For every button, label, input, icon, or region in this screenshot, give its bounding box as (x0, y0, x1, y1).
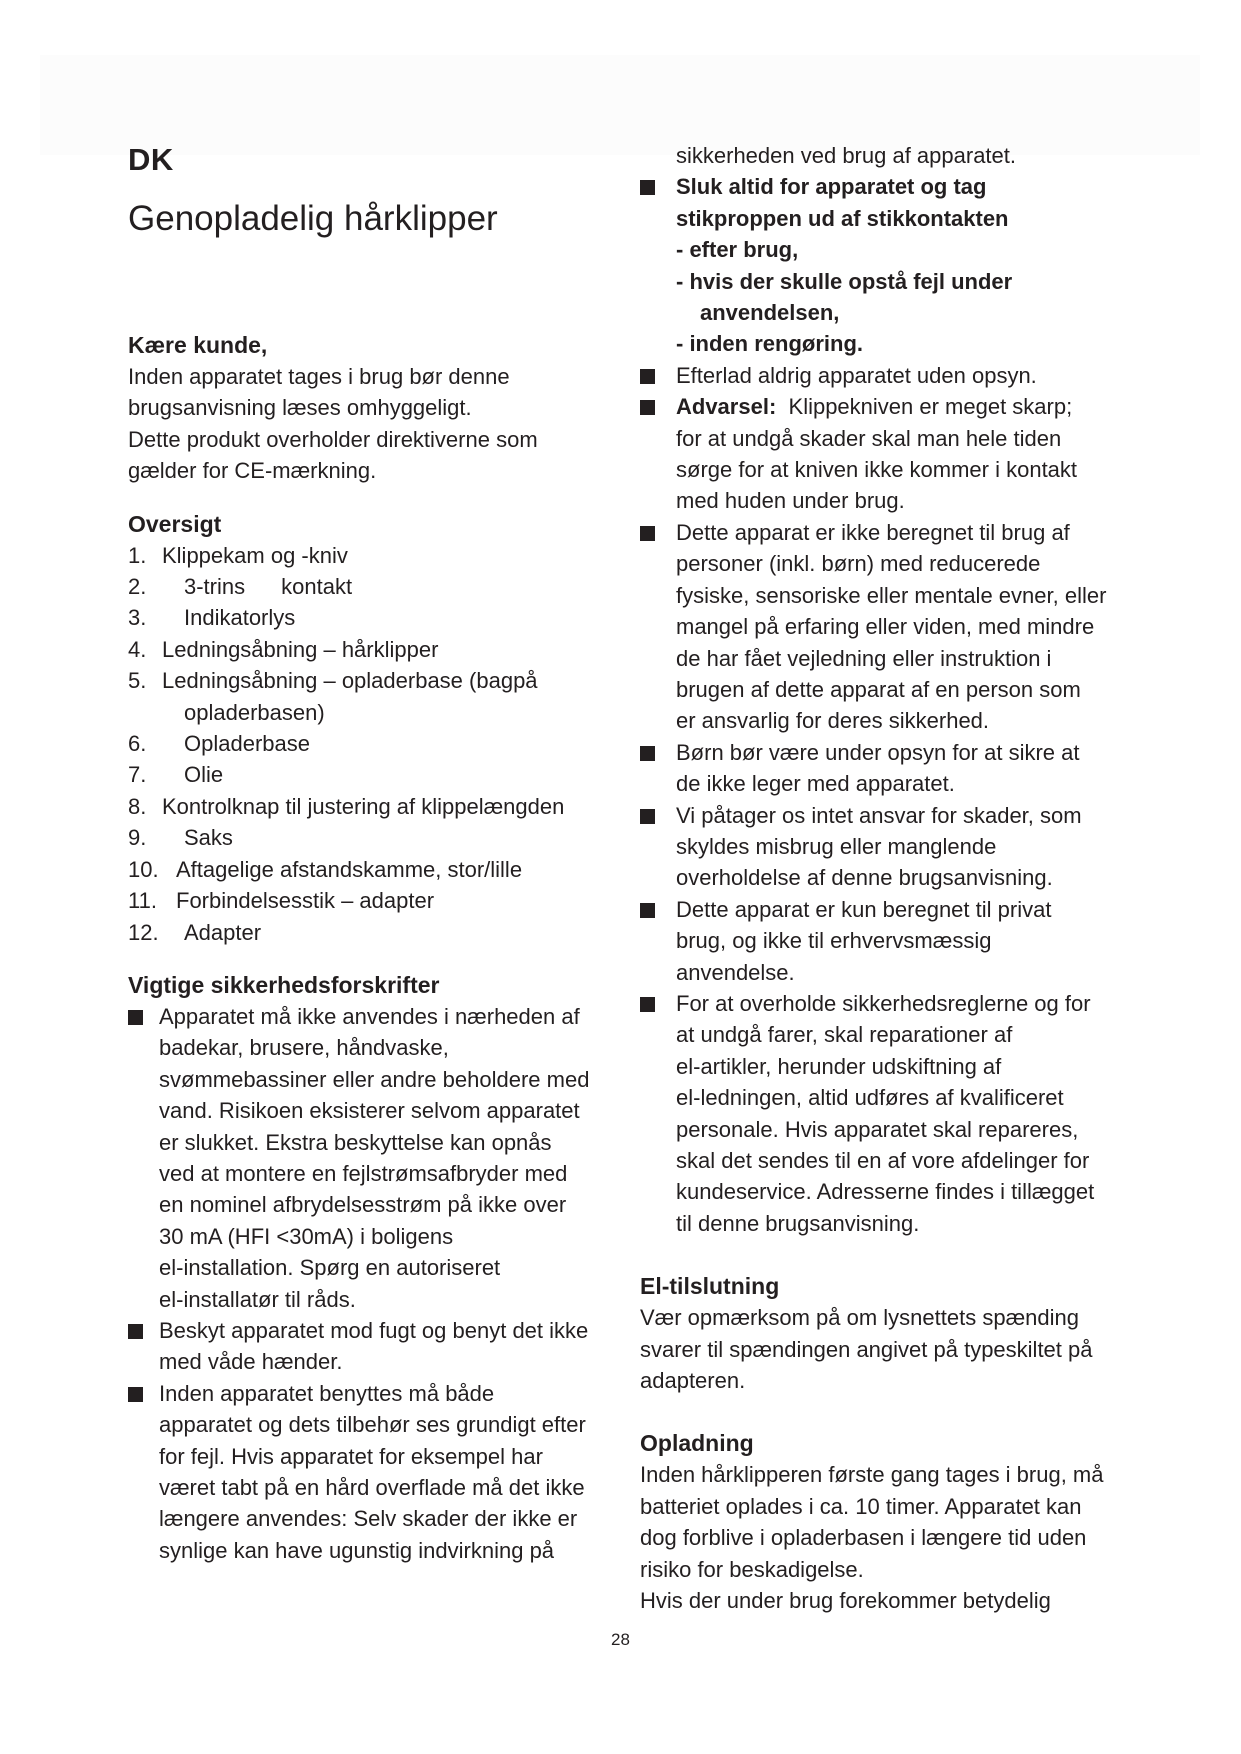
item-text: Adapter (184, 919, 262, 945)
dash-line: - inden rengøring. (676, 331, 863, 357)
bullet-line: overholdelse af denne brugsanvisning. (676, 865, 1053, 891)
list-item (640, 988, 1130, 1239)
bullet-line: Sluk altid for apparatet og tag (676, 174, 987, 200)
item-text-part: kontakt (281, 574, 353, 600)
bullet-line: Børn bør være under opsyn for at sikre at (676, 739, 1080, 765)
list-item (128, 885, 608, 916)
list-item (128, 854, 608, 885)
bullet-line: er slukket. Ekstra beskyttelse kan opnås (159, 1129, 552, 1155)
list-item (128, 759, 608, 790)
bullet-line: med huden under brug. (676, 488, 905, 514)
safety-heading: Vigtige sikkerhedsforskrifter (128, 971, 440, 998)
list-item (640, 800, 1130, 894)
bullet-square-icon (640, 746, 655, 761)
bullet-line: stikproppen ud af stikkontakten (676, 205, 1009, 231)
item-text: Olie (184, 762, 224, 788)
bullet-line: el-artikler, herunder udskiftning af (676, 1053, 1002, 1079)
bullet-square-icon (128, 1387, 143, 1402)
text-line: Inden hårklipperen første gang tages i brug, må (640, 1462, 1104, 1488)
bullet-square-icon (640, 997, 655, 1012)
list-item (640, 894, 1130, 988)
text-line: Hvis der under brug forekommer betydelig (640, 1588, 1051, 1614)
bullet-line: kundeservice. Adresserne findes i tillægget (676, 1179, 1095, 1205)
safety-list-right (640, 140, 1130, 1239)
item-text (162, 571, 352, 602)
bullet-line: Dette apparat er kun beregnet til privat (676, 896, 1052, 922)
list-item (128, 1378, 608, 1566)
item-text: Opladerbase (184, 731, 310, 757)
overview-list (128, 540, 608, 948)
safety-list-left (128, 1001, 608, 1566)
dash-line: - hvis der skulle opstå fejl under (676, 268, 1013, 294)
electrical-heading: El-tilslutning (640, 1273, 780, 1300)
bullet-line: el-installatør til råds. (159, 1286, 356, 1312)
list-item (128, 634, 608, 665)
bullet-line: længere anvendes: Selv skader der ikke er (159, 1506, 578, 1532)
text-line: batteriet oplades i ca. 10 timer. Apparatet kan (640, 1493, 1082, 1519)
bullet-line: synlige kan have ugunstig indvirkning på (159, 1537, 555, 1563)
list-item (128, 665, 608, 696)
text-line: svarer til spændingen angivet på typeskiltet på (640, 1336, 1093, 1362)
item-text: Klippekam og -kniv (162, 542, 348, 568)
item-number: 1. (128, 542, 147, 568)
item-number: 4. (128, 636, 147, 662)
list-item (128, 571, 608, 602)
list-item (128, 1001, 608, 1315)
electrical-text (640, 1302, 1130, 1396)
bullet-line (676, 391, 1130, 422)
bullet-line: de ikke leger med apparatet. (676, 771, 955, 797)
item-number: 12. (128, 919, 159, 945)
bullet-line: anvendelse. (676, 959, 795, 985)
bullet-line: fysiske, sensoriske eller mentale evner, eller (676, 582, 1107, 608)
bullet-line: Beskyt apparatet mod fugt og benyt det ikke (159, 1317, 589, 1343)
bullet-line: at undgå farer, skal reparationer af (676, 1022, 1013, 1048)
bullet-square-icon (640, 369, 655, 384)
right-column (640, 140, 1130, 1616)
bullet-line: for at undgå skader skal man hele tiden (676, 425, 1062, 451)
dash-line: anvendelsen, (700, 300, 840, 326)
left-column (128, 140, 608, 1566)
bullet-line: Inden apparatet benyttes må både (159, 1380, 495, 1406)
item-number: 2. (128, 574, 147, 600)
item-continuation: opladerbasen) (184, 699, 325, 725)
list-item (128, 822, 608, 853)
bullet-line: til denne brugsanvisning. (676, 1210, 920, 1236)
bullet-line: med våde hænder. (159, 1349, 343, 1375)
charging-text (640, 1459, 1130, 1616)
greeting-heading: Kære kunde, (128, 332, 268, 358)
greeting-line: brugsanvisning læses omhyggeligt. (128, 395, 472, 421)
bullet-line: sørge for at kniven ikke kommer i kontakt (676, 457, 1078, 483)
item-number: 8. (128, 793, 147, 819)
bullet-line: for fejl. Hvis apparatet for eksempel har (159, 1443, 543, 1469)
text-line: dog forblive i opladerbasen i længere tid uden (640, 1525, 1087, 1551)
bullet-line: Apparatet må ikke anvendes i nærheden af (159, 1003, 580, 1029)
list-item (128, 728, 608, 759)
greeting-text (128, 361, 608, 487)
bullet-line: badekar, brusere, håndvaske, (159, 1035, 449, 1061)
list-item-continued (640, 140, 1130, 171)
item-number: 10. (128, 856, 159, 882)
warning-label: Advarsel: (676, 394, 777, 420)
text-line: adapteren. (640, 1368, 746, 1394)
item-number: 3. (128, 605, 147, 631)
item-number: 9. (128, 825, 147, 851)
bullet-line: sikkerheden ved brug af apparatet. (676, 143, 1017, 168)
bullet-line: el-ledningen, altid udføres af kvalificeret (676, 1085, 1064, 1111)
bullet-line: Dette apparat er ikke beregnet til brug af (676, 519, 1070, 545)
bullet-square-icon (128, 1010, 143, 1025)
bullet-line: el-installation. Spørg en autoriseret (159, 1255, 501, 1281)
bullet-line: brug, og ikke til erhvervsmæssig (676, 928, 992, 954)
bullet-line: skal det sendes til en af vore afdelinger for (676, 1148, 1090, 1173)
text-line: Vær opmærksom på om lysnettets spænding (640, 1305, 1079, 1331)
bullet-line: ved at montere en fejlstrømsafbryder med (159, 1160, 568, 1186)
bullet-square-icon (640, 526, 655, 541)
text-line: risiko for beskadigelse. (640, 1556, 864, 1582)
language-code: DK (128, 142, 174, 177)
greeting-line: Inden apparatet tages i brug bør denne (128, 364, 510, 389)
page-number: 28 (611, 1630, 630, 1649)
item-text: Forbindelsesstik – adapter (176, 888, 435, 914)
bullet-line: en nominel afbrydelsesstrøm på ikke over (159, 1192, 567, 1218)
bullet-line: mangel på erfaring eller viden, med mindre (676, 614, 1095, 640)
list-item (128, 540, 608, 571)
list-item (128, 791, 608, 822)
bullet-square-icon (640, 809, 655, 824)
list-item (128, 917, 608, 948)
bullet-line: personale. Hvis apparatet skal repareres, (676, 1116, 1079, 1142)
bullet-square-icon (640, 180, 655, 195)
greeting-line: gælder for CE-mærkning. (128, 458, 377, 484)
bullet-line: skyldes misbrug eller manglende (676, 833, 997, 859)
overview-heading: Oversigt (128, 510, 222, 537)
bullet-line: brugen af dette apparat af en person som (676, 676, 1081, 702)
bullet-line: personer (inkl. børn) med reducerede (676, 551, 1041, 577)
bullet-line: er ansvarlig for deres sikkerhed. (676, 708, 990, 734)
list-item (640, 391, 1130, 517)
list-item (128, 602, 608, 633)
dash-line: - efter brug, (676, 237, 799, 263)
bullet-square-icon (640, 400, 655, 415)
bullet-line: vand. Risikoen eksisterer selvom apparatet (159, 1098, 580, 1124)
bullet-line: de har fået vejledning eller instruktion i (676, 645, 1052, 671)
item-text: Indikatorlys (184, 605, 296, 631)
item-number: 6. (128, 731, 147, 757)
page-title: Genopladelig hårklipper (128, 199, 498, 238)
item-text: Aftagelige afstandskamme, stor/lille (176, 856, 523, 882)
bullet-square-icon (128, 1324, 143, 1339)
bullet-line: svømmebassiner eller andre beholdere med (159, 1066, 590, 1092)
list-item (640, 171, 1130, 359)
bullet-line: apparatet og dets tilbehør ses grundigt efter (159, 1412, 586, 1438)
bullet-line: Efterlad aldrig apparatet uden opsyn. (676, 362, 1037, 388)
list-item (128, 1315, 608, 1378)
item-number: 11. (128, 888, 157, 914)
item-text: Saks (184, 825, 233, 851)
item-text: Kontrolknap til justering af klippelængden (162, 793, 565, 819)
list-item (640, 360, 1130, 391)
list-item (640, 737, 1130, 800)
greeting-line: Dette produkt overholder direktiverne som (128, 426, 538, 452)
bullet-line: 30 mA (HFI <30mA) i boligens (159, 1223, 454, 1249)
bullet-line: været tabt på en hård overflade må det ikke (159, 1475, 585, 1500)
item-number: 5. (128, 668, 147, 694)
bullet-square-icon (640, 903, 655, 918)
charging-heading: Opladning (640, 1430, 754, 1457)
item-number: 7. (128, 762, 147, 788)
bullet-line: For at overholde sikkerhedsreglerne og for (676, 990, 1091, 1016)
item-text: Ledningsåbning – hårklipper (162, 636, 439, 662)
list-item (640, 517, 1130, 737)
warning-text: Klippekniven er meget skarp; (788, 394, 1073, 420)
bullet-line: Vi påtager os intet ansvar for skader, som (676, 802, 1082, 828)
item-text-part: 3-trins (184, 574, 246, 600)
item-text: Ledningsåbning – opladerbase (bagpå (162, 668, 538, 694)
